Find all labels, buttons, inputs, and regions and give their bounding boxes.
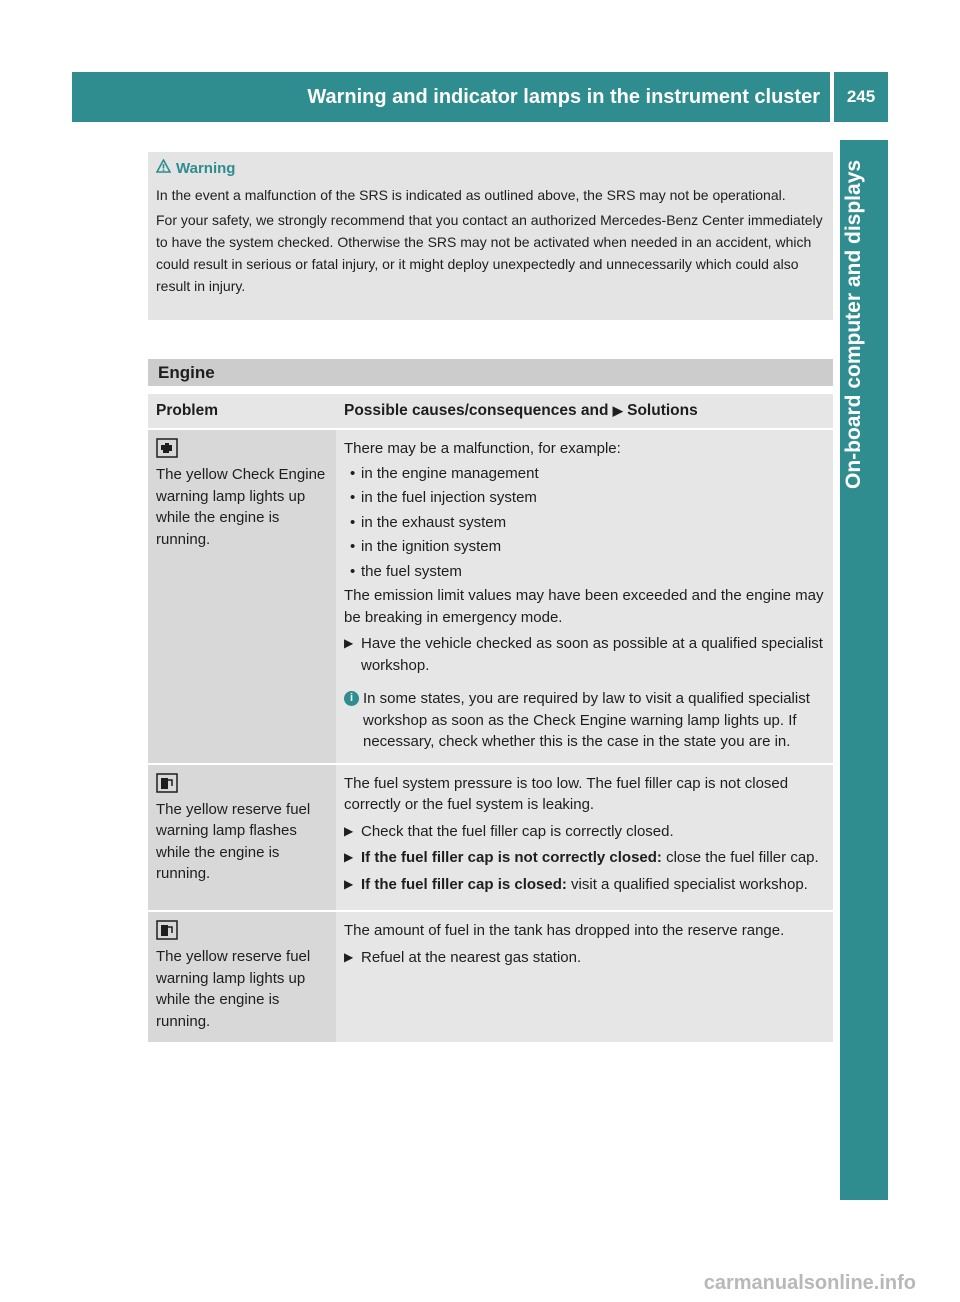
cause-text: The fuel system pressure is too low. The fuel filler cap is not closed correctly or the fuel system is leaking. [344, 774, 789, 813]
section-heading: Engine [148, 359, 833, 386]
arrow-right-icon: ▶ [344, 636, 354, 650]
arrow-right-icon: ▶ [344, 949, 354, 964]
info-note: i In some states, you are required by law to visit a qualified specialist workshop as soon as the Check Engine warning lamp lights up. If necessary, check whether this is the case in the state you are in. [344, 688, 825, 753]
problem-cell [148, 764, 336, 912]
column-header-solutions: Possible causes/consequences and ▶ Solutions [336, 394, 833, 429]
action-step: ▶ If the fuel filler cap is closed: visit a qualified specialist workshop. [344, 874, 825, 896]
arrow-right-icon: ▶ [344, 850, 354, 864]
side-tab-label: On-board computer and displays [842, 160, 865, 490]
solution-cell [336, 764, 833, 912]
action-step: ▶ Check that the fuel filler cap is correctly closed. [344, 821, 825, 843]
column-header-problem: Problem [148, 394, 336, 429]
problem-text: The yellow reserve fuel warning lamp lights up while the engine is running. [156, 948, 311, 1030]
problem-cell [148, 911, 336, 1043]
table-header-row [148, 394, 833, 429]
table-row [148, 764, 833, 912]
warning-paragraph: In the event a malfunction of the SRS is indicated as outlined above, the SRS may not be operational. [156, 187, 786, 203]
cause-intro: There may be a malfunction, for example: [344, 440, 621, 457]
warning-title-text: Warning [176, 160, 236, 177]
warning-title [156, 158, 825, 184]
arrow-right-icon: ▶ [344, 876, 354, 891]
warning-paragraph: For your safety, we strongly recommend that you contact an authorized Mercedes-Benz Center immediately to have the system checked. Otherwise the SRS may not be activated when needed in an accident, which could result in serious or fatal injury, or it might deploy unexpectedly and unnecessarily which could also result in injury. [156, 212, 823, 294]
watermark: carmanualsonline.info [703, 1272, 916, 1294]
problem-cell [148, 429, 336, 764]
list-item: • in the exhaust system [350, 513, 507, 531]
solution-cell [336, 911, 833, 1043]
action-step: ▶ If the fuel filler cap is not correctly closed: close the fuel filler cap. [344, 847, 825, 869]
arrow-right-icon: ▶ [612, 403, 623, 419]
running-header [72, 72, 830, 122]
table-row [148, 429, 833, 764]
problem-text: The yellow reserve fuel warning lamp flashes while the engine is running. [156, 800, 311, 882]
action-step: ▶ Refuel at the nearest gas station. [344, 947, 825, 969]
page-number: 245 [834, 72, 888, 122]
header-title: Warning and indicator lamps in the instrument cluster [307, 86, 820, 108]
fuel-pump-icon [156, 920, 328, 944]
action-step: ▶ Have the vehicle checked as soon as possible at a qualified specialist workshop. [344, 633, 825, 676]
cause-text: The amount of fuel in the tank has dropped into the reserve range. [344, 922, 785, 939]
warning-triangle-icon [156, 158, 172, 180]
list-item: • in the fuel injection system [350, 489, 537, 506]
fuel-pump-icon [156, 773, 328, 797]
warning-box [148, 152, 833, 320]
engine-table [148, 394, 833, 1044]
info-icon: i [344, 691, 359, 706]
table-row [148, 911, 833, 1043]
list-item: • in the ignition system [350, 538, 502, 555]
arrow-right-icon: ▶ [344, 823, 354, 838]
solution-cell [336, 429, 833, 764]
list-item: • in the engine management [350, 464, 539, 482]
problem-text: The yellow Check Engine warning lamp lights up while the engine is running. [156, 466, 326, 548]
cause-text: The emission limit values may have been exceeded and the engine may be breaking in emergency mode. [344, 587, 824, 626]
list-item: • the fuel system [350, 562, 462, 580]
check-engine-icon [156, 438, 328, 462]
